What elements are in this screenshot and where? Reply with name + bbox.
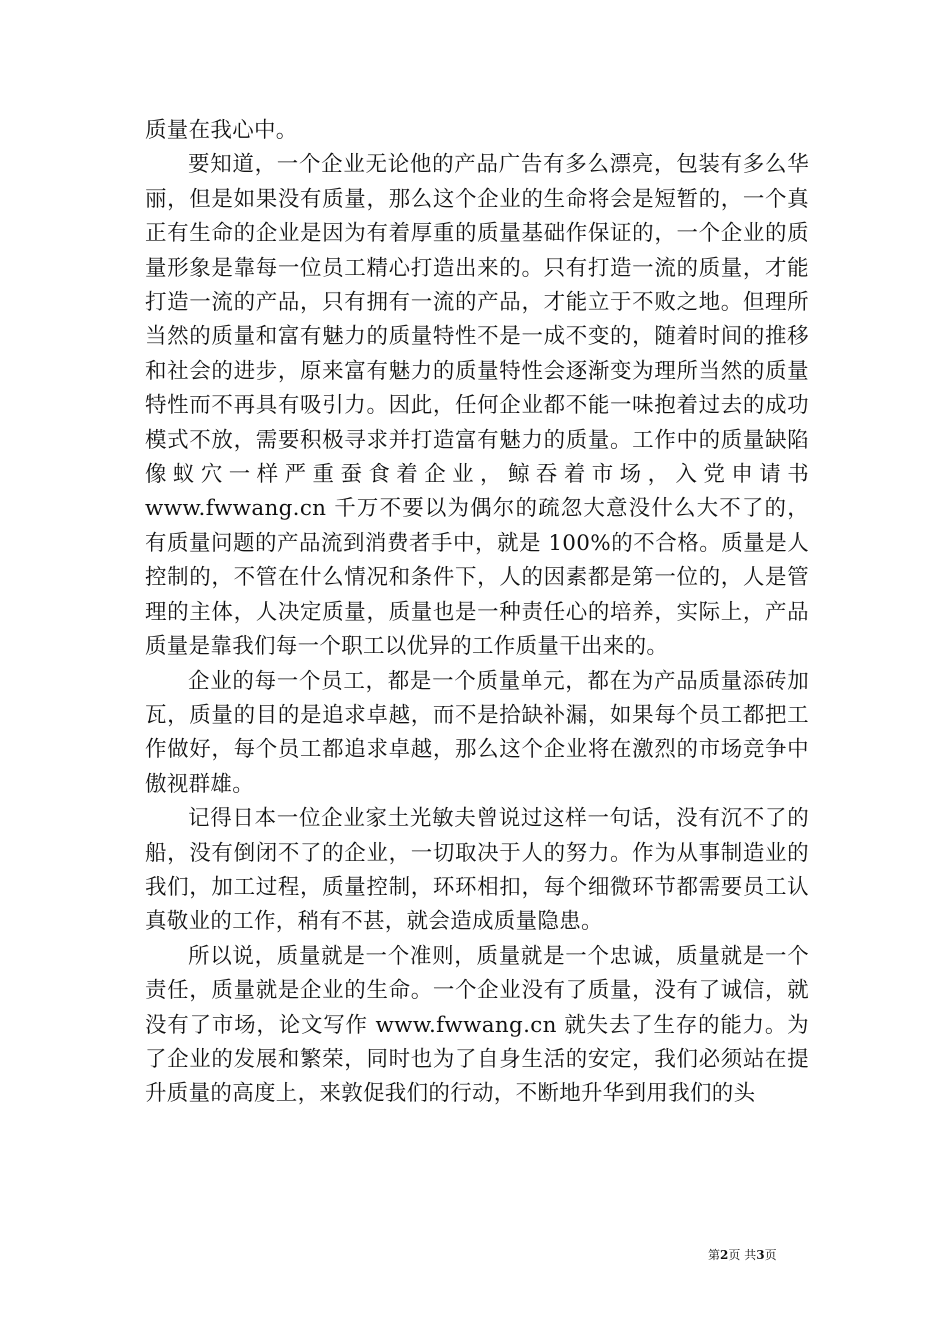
paragraph-continuation: 质量在我心中。 [145,118,298,143]
paragraph: 所以说，质量就是一个准则，质量就是一个忠诚，质量就是一个责任，质量就是企业的生命。一个企业没有了质量，没有了诚信，就没有了市场，论文写作 www.fwwang.cn 就失去了生存的能力。为了企业的发展和繁荣，同时也为了自身生活的安定，我们必须站在提升质量的高度上，来敦促我们的行动，不断地升华到用我们的头 [145,943,809,1107]
paragraph: 企业的每一个员工，都是一个质量单元，都在为产品质量添砖加瓦，质量的目的是追求卓越，而不是拾缺补漏，如果每个员工都把工作做好，每个员工都追求卓越，那么这个企业将在激烈的市场竞争中傲视群雄。 [145,668,809,797]
paragraph: 记得日本一位企业家土光敏夫曾说过这样一句话，没有沉不了的船，没有倒闭不了的企业，一切取决于人的努力。作为从事制造业的我们，加工过程，质量控制，环环相扣，每个细微环节都需要员工认真敬业的工作，稍有不甚，就会造成质量隐患。 [145,806,809,935]
document-body [145,114,809,1112]
paragraph: 要知道，一个企业无论他的产品广告有多么漂亮，包装有多么华丽，但是如果没有质量，那么这个企业的生命将会是短暂的，一个真正有生命的企业是因为有着厚重的质量基础作保证的，一个企业的质量形象是靠每一位员工精心打造出来的。只有打造一流的质量，才能打造一流的产品，只有拥有一流的产品，才能立于不败之地。但理所当然的质量和富有魅力的质量特性不是一成不变的，随着时间的推移和社会的进步，原来富有魅力的质量特性会逐渐变为理所当然的质量特性而不再具有吸引力。因此，任何企业都不能一味抱着过去的成功模式不放，需要积极寻求并打造富有魅力的质量。工作中的质量缺陷像蚁穴一样严重蚕食着企业，鲸吞着市场，入党申请书 www.fwwang.cn 千万不要以为偶尔的疏忽大意没什么大不了的，有质量问题的产品流到消费者手中，就是 100%的不合格。质量是人控制的，不管在什么情况和条件下，人的因素都是第一位的，人是管理的主体，人决定质量，质量也是一种责任心的培养，实际上，产品质量是靠我们每一个职工以优异的工作质量干出来的。 [145,152,809,660]
page-footer [708,1247,777,1263]
footer-prefix: 第 [708,1248,721,1262]
footer-middle: 页 共 [728,1248,757,1262]
footer-suffix: 页 [764,1248,777,1262]
current-page-number: 2 [720,1248,729,1262]
total-page-number: 3 [756,1248,765,1262]
